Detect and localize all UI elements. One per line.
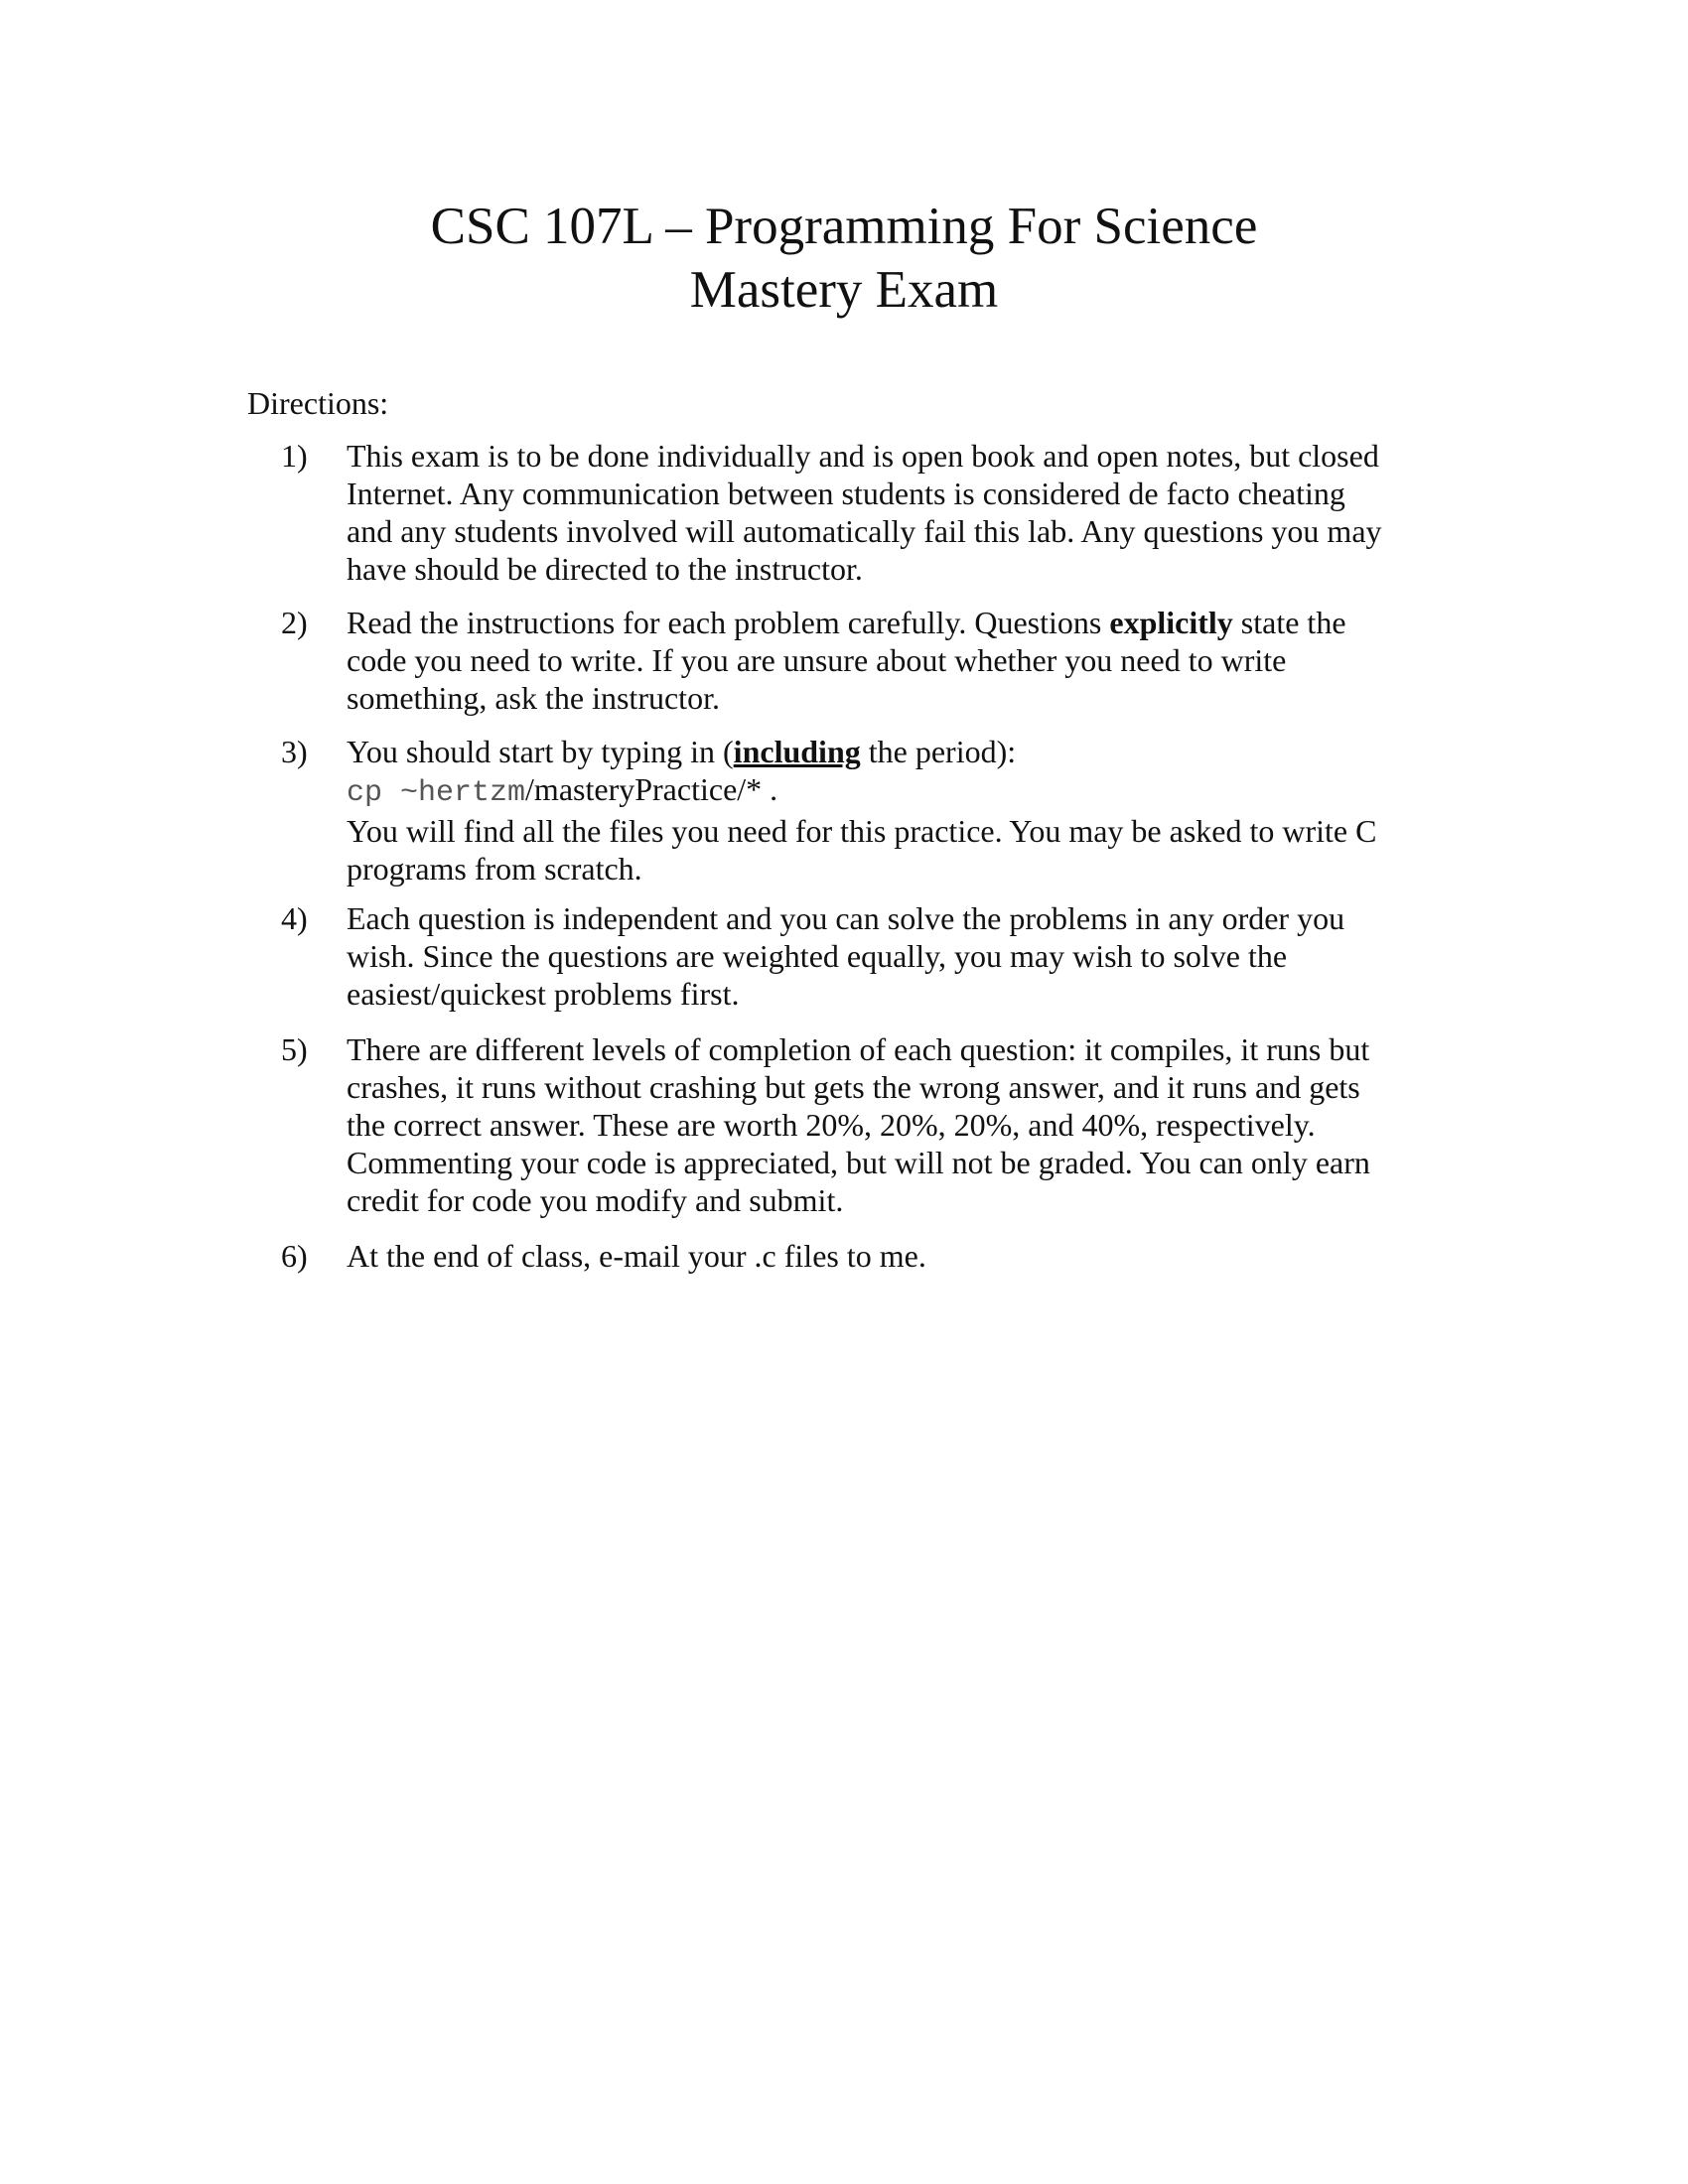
item-text bbox=[347, 899, 1449, 1013]
title-block bbox=[0, 195, 1688, 322]
command-path: /masteryPractice/* . bbox=[525, 771, 778, 807]
text-line: There are different levels of completion of each question: it compiles, it runs but bbox=[347, 1031, 1370, 1067]
text-line bbox=[347, 733, 1449, 770]
exam-title: Mastery Exam bbox=[689, 261, 999, 319]
command-code: cp ~hertzm bbox=[347, 776, 526, 810]
text-segment: the period): bbox=[860, 734, 1017, 769]
emphasis-including: including bbox=[733, 734, 861, 769]
text-segment: You should start by typing in ( bbox=[347, 734, 734, 769]
item-text bbox=[347, 437, 1449, 588]
text-line: Commenting your code is appreciated, but will not be graded. You can only earn bbox=[347, 1145, 1370, 1180]
directions-heading: Directions: bbox=[247, 385, 389, 421]
text-line: wish. Since the questions are weighted equally, you may wish to solve the bbox=[347, 938, 1288, 974]
item-text bbox=[347, 733, 1449, 887]
item-number: 1) bbox=[281, 438, 308, 474]
text-line: credit for code you modify and submit. bbox=[347, 1182, 844, 1218]
text-line: the correct answer. These are worth 20%, 20%, 20%, and 40%, respectively. bbox=[347, 1107, 1316, 1143]
item-number: 4) bbox=[281, 900, 308, 936]
text-line: have should be directed to the instructor. bbox=[347, 551, 863, 587]
text-line: Each question is independent and you can solve the problems in any order you bbox=[347, 900, 1345, 936]
text-line: Internet. Any communication between students is considered de facto cheating bbox=[347, 476, 1345, 511]
text-line: easiest/quickest problems first. bbox=[347, 976, 740, 1012]
text-line: something, ask the instructor. bbox=[347, 680, 720, 716]
item-text bbox=[347, 1030, 1449, 1219]
emphasis-explicitly: explicitly bbox=[1109, 605, 1233, 640]
item-number: 5) bbox=[281, 1031, 308, 1067]
item-number: 6) bbox=[281, 1238, 308, 1274]
item-text bbox=[347, 604, 1449, 717]
text-line bbox=[347, 604, 1449, 641]
item-text bbox=[347, 1237, 1449, 1275]
text-line: crashes, it runs without crashing but gets the wrong answer, and it runs and gets bbox=[347, 1069, 1360, 1105]
item-number: 2) bbox=[281, 605, 308, 640]
text-line: programs from scratch. bbox=[347, 851, 642, 887]
command-line bbox=[347, 770, 1449, 812]
text-line: code you need to write. If you are unsure about whether you need to write bbox=[347, 642, 1287, 678]
text-line: You will find all the files you need for this practice. You may be asked to write C bbox=[347, 813, 1377, 849]
text-line: and any students involved will automatically fail this lab. Any questions you may bbox=[347, 513, 1382, 549]
item-number: 3) bbox=[281, 734, 308, 769]
text-line: This exam is to be done individually and is open book and open notes, but closed bbox=[347, 438, 1379, 474]
text-line: At the end of class, e-mail your .c files to me. bbox=[347, 1238, 926, 1274]
course-title: CSC 107L – Programming For Science bbox=[430, 198, 1258, 255]
text-segment: state the bbox=[1232, 605, 1346, 640]
text-segment: Read the instructions for each problem carefully. Questions bbox=[347, 605, 1110, 640]
